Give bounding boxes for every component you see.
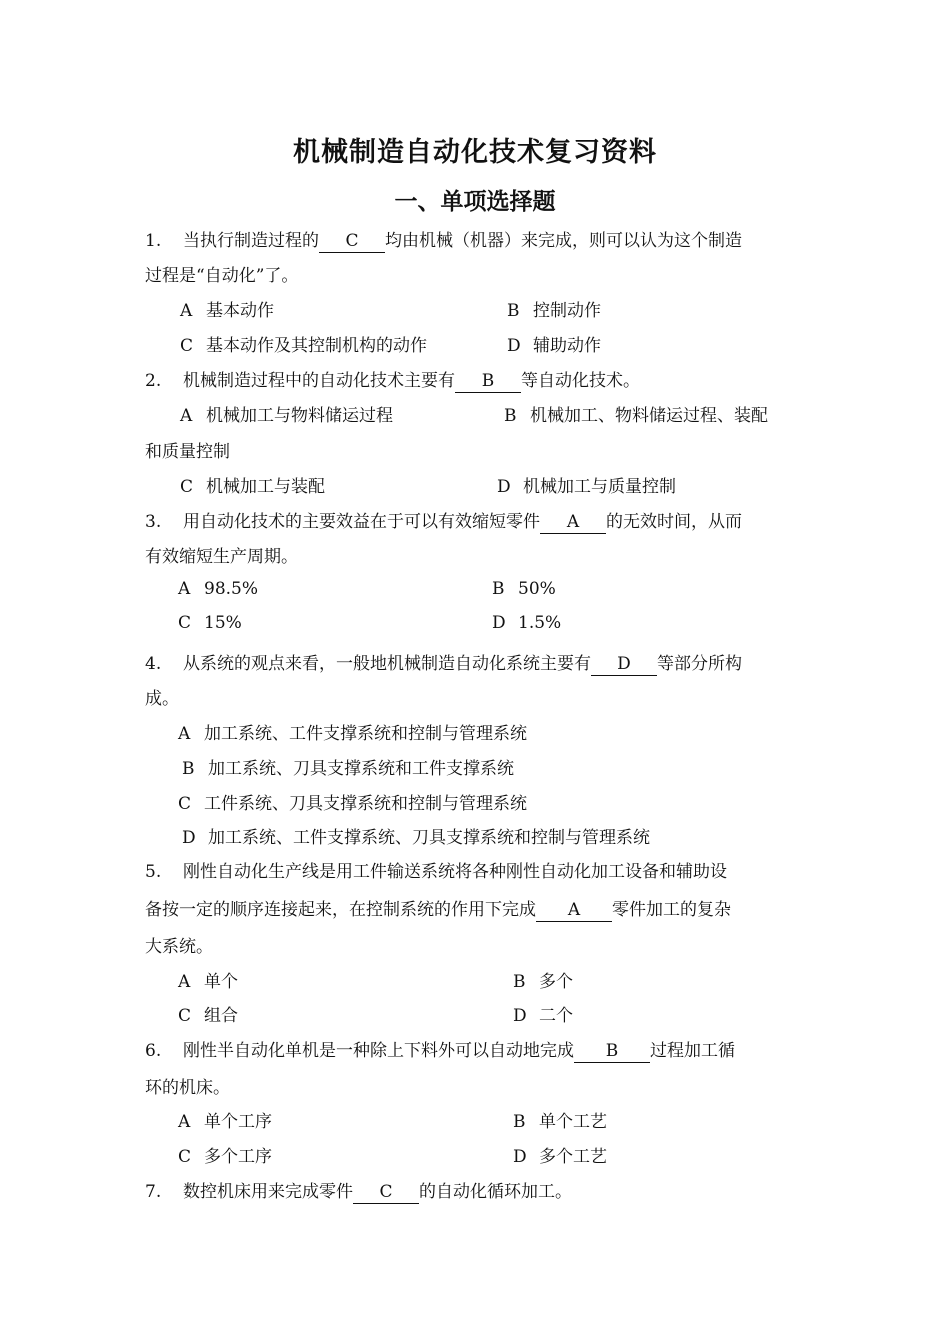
question-3 bbox=[145, 507, 742, 534]
option-a: A 基本动作 bbox=[180, 301, 274, 321]
question-text: 等自动化技术。 bbox=[521, 371, 640, 391]
question-number: 5. bbox=[145, 862, 162, 882]
question-number: 7. bbox=[145, 1182, 162, 1202]
question-1-continuation: 过程是“自动化”了。 bbox=[145, 266, 299, 286]
question-text: 数控机床用来完成零件 bbox=[183, 1182, 353, 1202]
question-number: 3. bbox=[145, 512, 162, 532]
question-number: 4. bbox=[145, 654, 162, 674]
question-3-continuation: 有效缩短生产周期。 bbox=[145, 547, 298, 567]
option-c: C 工件系统、刀具支撑系统和控制与管理系统 bbox=[178, 794, 527, 814]
question-5 bbox=[145, 857, 727, 882]
answer-blank: B bbox=[574, 1042, 650, 1063]
option-d: D 机械加工与质量控制 bbox=[497, 477, 676, 497]
question-text: 的自动化循环加工。 bbox=[419, 1182, 572, 1202]
question-5-continuation: 大系统。 bbox=[145, 937, 213, 957]
question-7 bbox=[145, 1177, 572, 1204]
question-text: 的无效时间，从而 bbox=[606, 512, 742, 532]
question-2 bbox=[145, 366, 640, 393]
answer-blank: B bbox=[455, 372, 521, 393]
question-4-continuation: 成。 bbox=[145, 689, 179, 709]
answer-blank: C bbox=[353, 1183, 419, 1204]
option-a: A 单个工序 bbox=[178, 1112, 272, 1132]
question-6-continuation: 环的机床。 bbox=[145, 1078, 230, 1098]
option-d: D 二个 bbox=[513, 1006, 573, 1026]
question-1 bbox=[145, 226, 742, 253]
question-text: 刚性半自动化单机是一种除上下料外可以自动地完成 bbox=[183, 1041, 574, 1061]
option-d: D 多个工艺 bbox=[513, 1147, 607, 1167]
question-4 bbox=[145, 649, 742, 676]
option-b: B 50% bbox=[492, 579, 556, 599]
option-b: B 控制动作 bbox=[507, 301, 601, 321]
option-c: C 机械加工与装配 bbox=[180, 477, 325, 497]
option-b-continuation: 和质量控制 bbox=[145, 442, 230, 462]
question-text: 用自动化技术的主要效益在于可以有效缩短零件 bbox=[183, 512, 540, 532]
option-b: B 机械加工、物料储运过程、装配 bbox=[504, 406, 768, 426]
question-6 bbox=[145, 1036, 735, 1063]
option-c: C 组合 bbox=[178, 1006, 238, 1026]
question-number: 2. bbox=[145, 371, 162, 391]
question-text: 备按一定的顺序连接起来，在控制系统的作用下完成 bbox=[145, 900, 536, 920]
option-a: A 机械加工与物料储运过程 bbox=[180, 406, 393, 426]
question-text: 机械制造过程中的自动化技术主要有 bbox=[183, 371, 455, 391]
question-text: 当执行制造过程的 bbox=[183, 231, 319, 251]
question-5-line-2 bbox=[145, 895, 731, 922]
question-text: 过程加工循 bbox=[650, 1041, 735, 1061]
question-text: 零件加工的复杂 bbox=[612, 900, 731, 920]
answer-blank: C bbox=[319, 232, 385, 253]
answer-blank: A bbox=[540, 513, 606, 534]
option-d: D 加工系统、工件支撑系统、刀具支撑系统和控制与管理系统 bbox=[182, 828, 650, 848]
document-title: 机械制造自动化技术复习资料 bbox=[293, 137, 657, 168]
option-b: B 多个 bbox=[513, 972, 573, 992]
question-text: 等部分所构 bbox=[657, 654, 742, 674]
option-d: D 辅助动作 bbox=[507, 336, 601, 356]
option-b: B 单个工艺 bbox=[513, 1112, 607, 1132]
question-text: 均由机械（机器）来完成，则可以认为这个制造 bbox=[385, 231, 742, 251]
option-a: A 单个 bbox=[178, 972, 238, 992]
question-number: 6. bbox=[145, 1041, 162, 1061]
section-heading: 一、单项选择题 bbox=[394, 189, 556, 215]
answer-blank: A bbox=[536, 901, 612, 922]
question-text: 刚性自动化生产线是用工件输送系统将各种刚性自动化加工设备和辅助设 bbox=[183, 862, 727, 882]
question-number: 1. bbox=[145, 231, 162, 251]
option-b: B 加工系统、刀具支撑系统和工件支撑系统 bbox=[182, 759, 514, 779]
option-a: A 加工系统、工件支撑系统和控制与管理系统 bbox=[178, 724, 527, 744]
option-c: C 多个工序 bbox=[178, 1147, 272, 1167]
option-c: C 基本动作及其控制机构的动作 bbox=[180, 336, 427, 356]
option-c: C 15% bbox=[178, 613, 242, 633]
answer-blank: D bbox=[591, 655, 657, 676]
option-a: A 98.5% bbox=[178, 579, 259, 599]
question-text: 从系统的观点来看，一般地机械制造自动化系统主要有 bbox=[183, 654, 591, 674]
option-d: D 1.5% bbox=[492, 613, 562, 633]
